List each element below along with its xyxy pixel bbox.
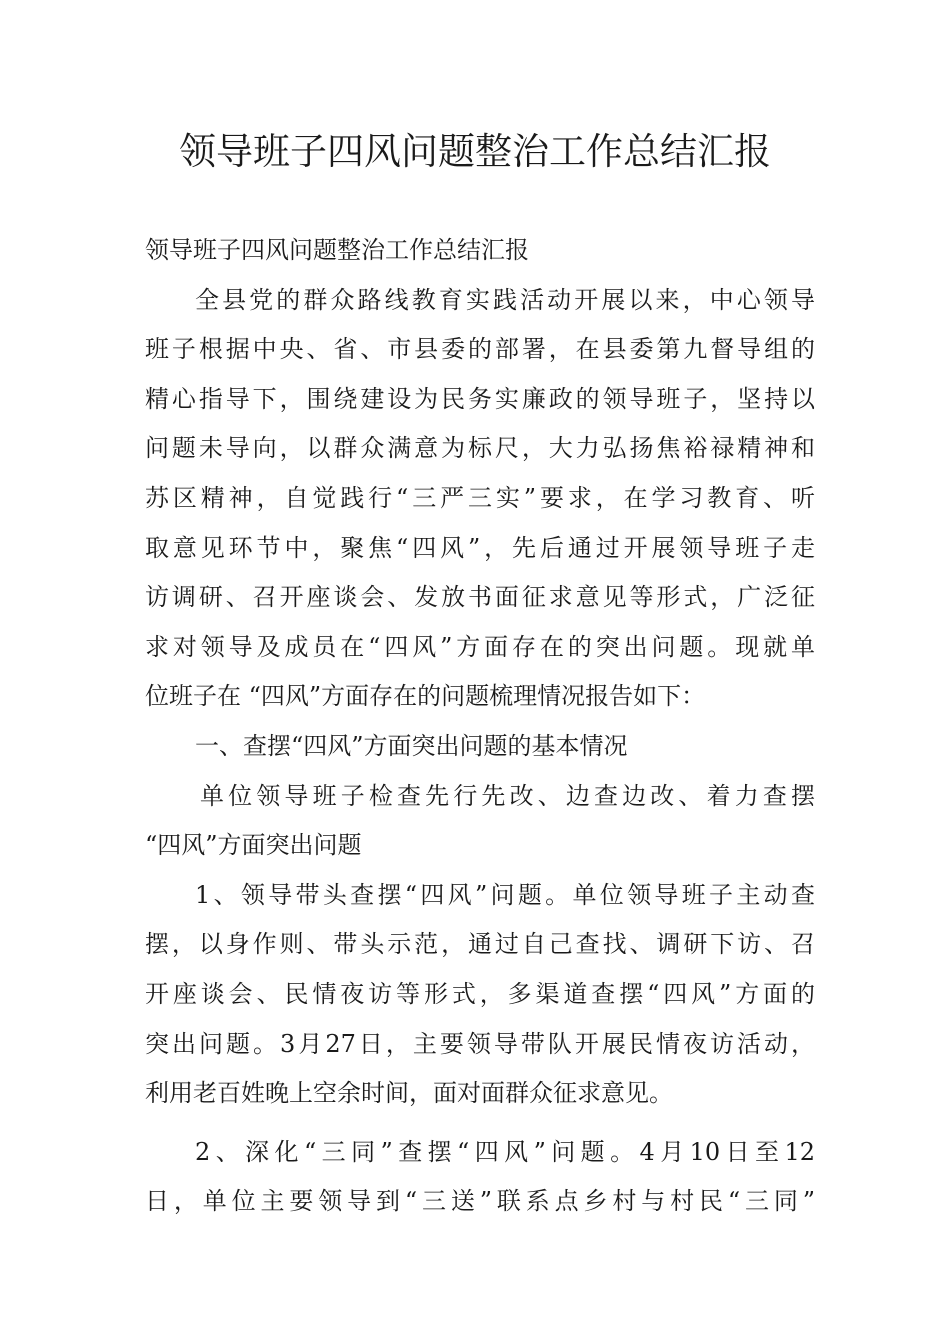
text-line: 苏区精神，自觉践行“三严三实”要求，在学习教育、听 bbox=[145, 483, 815, 512]
text-line: “四风”方面突出问题 bbox=[145, 831, 362, 860]
paragraph-gap bbox=[145, 1119, 815, 1128]
text-line: 求对领导及成员在“四风”方面存在的突出问题。现就单 bbox=[145, 632, 815, 661]
text-line: 领导班子四风问题整治工作总结汇报 bbox=[145, 236, 529, 264]
text-line: 全县党的群众路线教育实践活动开展以来，中心领导 bbox=[195, 285, 815, 314]
text-line: 开座谈会、民情夜访等形式，多渠道查摆“四风”方面的 bbox=[145, 979, 815, 1008]
document-body bbox=[145, 226, 815, 1227]
text-line: 利用老百姓晚上空余时间，面对面群众征求意见。 bbox=[145, 1079, 673, 1108]
text-line: 一、查摆“四风”方面突出问题的基本情况 bbox=[195, 731, 628, 760]
text-line: 访调研、召开座谈会、发放书面征求意见等形式，广泛征 bbox=[145, 583, 815, 612]
text-line: 班子根据中央、省、市县委的部署，在县委第九督导组的 bbox=[145, 335, 815, 364]
text-line: 日，单位主要领导到“三送”联系点乡村与村民“三同” bbox=[145, 1187, 815, 1216]
text-line: 2、深化“三同”查摆“四风”问题。4月10日至12 bbox=[195, 1137, 815, 1166]
text-line: 突出问题。3月27日，主要领导带队开展民情夜访活动， bbox=[145, 1029, 815, 1058]
text-line: 1、领导带头查摆“四风”问题。单位领导班子主动查 bbox=[195, 880, 815, 909]
text-line: 单位领导班子检查先行先改、边查边改、着力查摆 bbox=[200, 781, 815, 810]
text-line: 摆，以身作则、带头示范，通过自己查找、调研下访、召 bbox=[145, 930, 815, 959]
text-line: 精心指导下，围绕建设为民务实廉政的领导班子，坚持以 bbox=[145, 384, 815, 413]
text-line: 位班子在 “四风”方面存在的问题梳理情况报告如下： bbox=[145, 682, 706, 711]
text-line: 取意见环节中，聚焦“四风”，先后通过开展领导班子走 bbox=[145, 533, 815, 562]
text-line: 问题未导向，以群众满意为标尺，大力弘扬焦裕禄精神和 bbox=[145, 434, 815, 463]
document-title: 领导班子四风问题整治工作总结汇报 bbox=[179, 130, 771, 173]
